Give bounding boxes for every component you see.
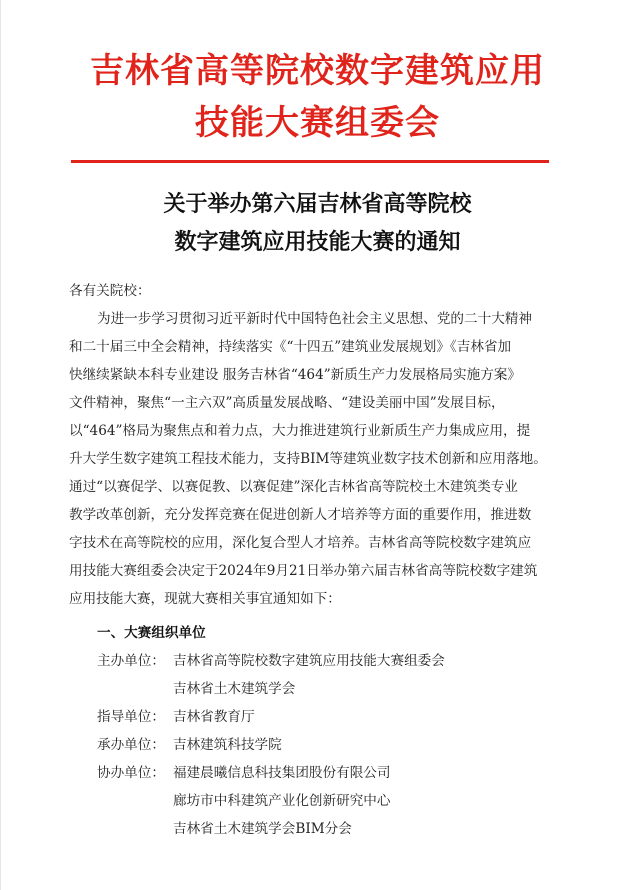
co-unit-row xyxy=(97,760,391,788)
org-title-line1: 吉林省高等院校数字建筑应用 xyxy=(90,51,545,91)
red-header-rule xyxy=(71,160,549,163)
paragraph-line: 教学改革创新，充分发挥竞赛在促进创新人才培养等方面的重要作用，推进数 xyxy=(69,507,532,523)
host-unit-label: 主办单位： xyxy=(97,653,165,669)
paragraph-line: 通过“以赛促学、以赛促教、以赛促建”深化吉林省高等院校土木建筑类专业 xyxy=(69,479,518,495)
co-unit-value-3: 吉林省土木建筑学会BIM分会 xyxy=(173,821,352,837)
co-unit-value: 福建晨曦信息科技集团股份有限公司 xyxy=(173,765,391,781)
paragraph-line: 文件精神，聚焦“一主六双”高质量发展战略、“建设美丽中国”发展目标， xyxy=(69,395,505,411)
paragraph-line: 用技能大赛组委会决定于2024年9月21日举办第六届吉林省高等院校数字建筑 xyxy=(69,563,538,579)
paragraph-line: 快继续紧缺本科专业建设 服务吉林省“464”新质生产力发展格局实施方案》 xyxy=(69,367,521,383)
guide-unit-label: 指导单位： xyxy=(97,709,165,725)
co-unit-value-2: 廊坊市中科建筑产业化创新研究中心 xyxy=(173,793,391,809)
organizer-unit-row xyxy=(97,732,282,760)
host-unit-value-2: 吉林省土木建筑学会 xyxy=(173,681,296,697)
paragraph-line: 和二十届三中全会精神，持续落实《“十四五”建筑业发展规划》《吉林省加 xyxy=(69,339,512,355)
host-unit-row xyxy=(97,648,445,676)
guide-unit-row xyxy=(97,704,255,732)
section-heading-organizers: 一、大赛组织单位 xyxy=(97,625,206,641)
notice-title-line1: 关于举办第六届吉林省高等院校 xyxy=(163,192,472,217)
host-unit-value: 吉林省高等院校数字建筑应用技能大赛组委会 xyxy=(173,653,445,669)
guide-unit-value: 吉林省教育厅 xyxy=(173,709,255,725)
organizer-unit-label: 承办单位： xyxy=(97,737,165,753)
notice-title-line2: 数字建筑应用技能大赛的通知 xyxy=(174,230,461,255)
paragraph-line: 升大学生数字建筑工程技术能力，支持BIM等建筑业数字技术创新和应用落地。 xyxy=(69,451,547,467)
paragraph-line: 以“464”格局为聚焦点和着力点，大力推进建筑行业新质生产力集成应用，提 xyxy=(69,423,531,439)
org-title-line2: 技能大赛组委会 xyxy=(195,103,440,143)
paragraph-line: 为进一步学习贯彻习近平新时代中国特色社会主义思想、党的二十大精神 xyxy=(97,311,532,327)
organizer-unit-value: 吉林建筑科技学院 xyxy=(173,737,282,753)
paragraph-line: 字技术在高等院校的应用，深化复合型人才培养。吉林省高等院校数字建筑应 xyxy=(69,535,532,551)
paragraph-line: 应用技能大赛，现就大赛相关事宜通知如下： xyxy=(69,591,341,607)
greeting: 各有关院校： xyxy=(69,283,151,299)
co-unit-label: 协办单位： xyxy=(97,765,165,781)
